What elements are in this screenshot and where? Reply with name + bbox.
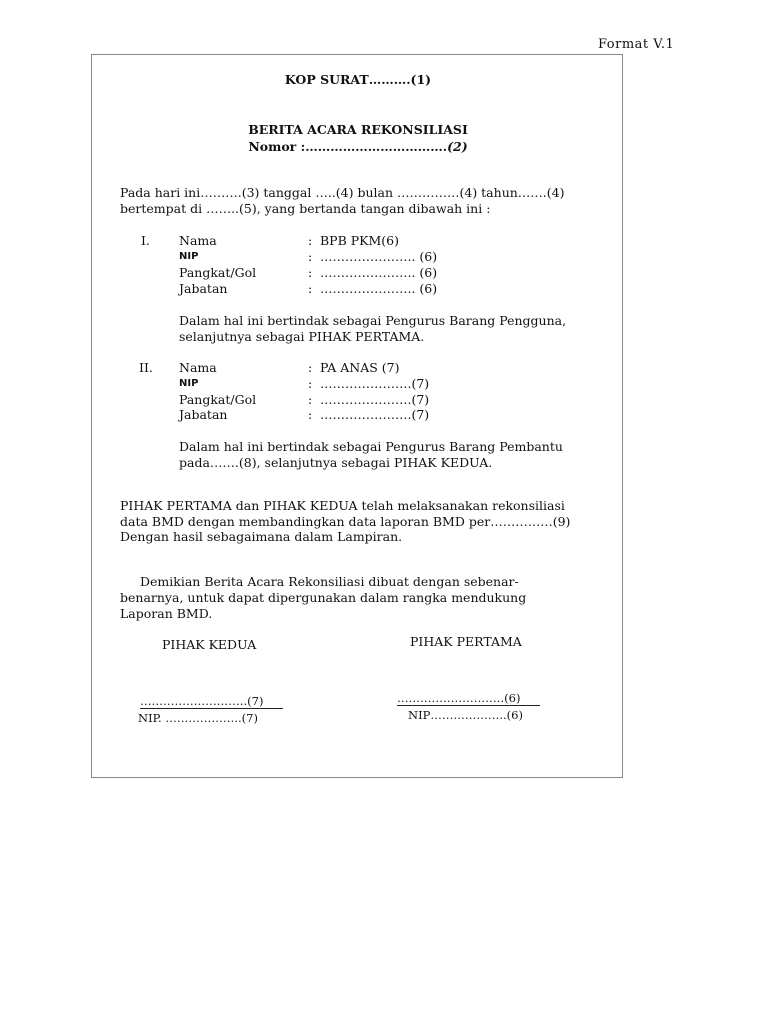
reconciliation-line-3: Dengan hasil sebagaimana dalam Lampiran.: [120, 529, 403, 544]
party1-label-nama: Nama: [179, 233, 217, 248]
nomor-prefix: Nomor :…………………………….: [248, 139, 448, 154]
party2-label-pangkat: Pangkat/Gol: [179, 392, 257, 407]
party2-colon-jabatan: :: [308, 407, 313, 422]
party2-desc-line-1: Dalam hal ini bertindak sebagai Pengurus Barang Pembantu: [179, 439, 563, 454]
party1-colon-nip: :: [308, 249, 313, 264]
party2-colon-nama: :: [308, 360, 313, 375]
signature-left-title: PIHAK KEDUA: [162, 637, 257, 652]
opening-line-2: bertempat di ……..(5), yang bertanda tangan dibawah ini :: [120, 201, 491, 216]
party2-label-nama: Nama: [179, 360, 217, 375]
party2-value-jabatan: ………………….(7): [320, 407, 430, 422]
party2-value-nama: PA ANAS (7): [320, 360, 400, 375]
party1-label-nip: NIP: [179, 251, 199, 262]
party1-label-jabatan: Jabatan: [179, 281, 228, 296]
party1-colon-nama: :: [308, 233, 313, 248]
party2-label-jabatan: Jabatan: [179, 407, 228, 422]
signature-right-line: [397, 705, 540, 706]
party2-number: II.: [139, 360, 153, 375]
party1-label-pangkat: Pangkat/Gol: [179, 265, 257, 280]
party1-value-pangkat: ………………….. (6): [320, 265, 438, 280]
signature-right-title: PIHAK PERTAMA: [410, 634, 522, 649]
kop-surat: KOP SURAT……….(1): [284, 72, 432, 87]
opening-line-1: Pada hari ini……….(3) tanggal …..(4) bulan ……………(4) tahun…….(4): [120, 185, 565, 200]
party1-colon-jabatan: :: [308, 281, 313, 296]
party1-value-nip: ………………….. (6): [320, 249, 438, 264]
signature-left-name: ……………………….(7): [140, 694, 264, 708]
party1-desc-line-1: Dalam hal ini bertindak sebagai Pengurus Barang Pengguna,: [179, 313, 567, 328]
signature-right-name: ……………………….(6): [397, 691, 521, 705]
nomor-ref: (2): [447, 139, 468, 154]
reconciliation-line-2: data BMD dengan membandingkan data laporan BMD per……………(9): [120, 514, 571, 529]
signature-left-line: [140, 708, 283, 709]
party1-colon-pangkat: :: [308, 265, 313, 280]
party1-value-jabatan: ………………….. (6): [320, 281, 438, 296]
party2-desc-line-2: pada…….(8), selanjutnya sebagai PIHAK KEDUA.: [179, 455, 493, 470]
party2-label-nip: NIP: [179, 378, 199, 389]
closing-line-1: Demikian Berita Acara Rekonsiliasi dibuat dengan sebenar-: [140, 574, 519, 589]
document-frame: [91, 54, 623, 778]
format-label: Format V.1: [598, 37, 675, 52]
party1-number: I.: [141, 233, 150, 248]
party2-value-nip: ………………….(7): [320, 376, 430, 391]
closing-line-3: Laporan BMD.: [120, 606, 213, 621]
party2-value-pangkat: ………………….(7): [320, 392, 430, 407]
party1-desc-line-2: selanjutnya sebagai PIHAK PERTAMA.: [179, 329, 425, 344]
closing-line-2: benarnya, untuk dapat dipergunakan dalam rangka mendukung: [120, 590, 527, 605]
reconciliation-line-1: PIHAK PERTAMA dan PIHAK KEDUA telah melaksanakan rekonsiliasi: [120, 498, 565, 513]
document-title: BERITA ACARA REKONSILIASI: [248, 122, 468, 137]
party2-colon-nip: :: [308, 376, 313, 391]
party1-value-nama: BPB PKM(6): [320, 233, 400, 248]
party2-colon-pangkat: :: [308, 392, 313, 407]
nomor-line: [92, 139, 624, 154]
signature-left-nip: NIP. ………………..(7): [138, 711, 258, 725]
signature-right-nip: NIP………………..(6): [408, 708, 523, 722]
